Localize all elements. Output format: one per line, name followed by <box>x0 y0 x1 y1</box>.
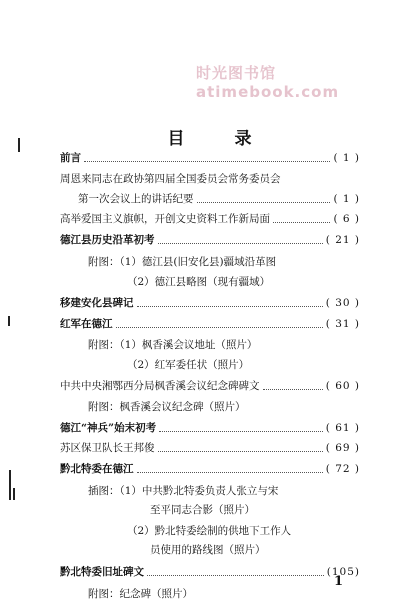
leader-dots <box>273 222 330 223</box>
toc-entry[interactable] <box>60 316 360 332</box>
toc-entry-title: 中共中央湘鄂西分局枫香溪会议纪念碑碑文 <box>60 380 260 392</box>
page-number: 1 <box>334 574 344 589</box>
toc-entry-page: ( 69 ) <box>325 442 360 454</box>
toc-entry-page: ( 1 ) <box>333 193 360 205</box>
toc-figure-line: 附图：（1）德江县(旧安化县)疆域沿革图 <box>88 256 277 268</box>
toc-entry[interactable] <box>60 295 360 311</box>
scan-mark <box>9 470 11 500</box>
leader-dots <box>137 306 323 307</box>
scan-mark <box>8 316 10 326</box>
toc-entry-title: 黔北特委在德江 <box>60 463 134 475</box>
scan-mark <box>13 488 15 500</box>
toc-figure-line: 至平同志合影（照片） <box>150 504 255 516</box>
toc-entry-page: ( 6 ) <box>333 213 360 225</box>
toc-entry-title: 第一次会议上的讲话纪要 <box>78 193 194 205</box>
toc-entry-page: ( 21 ) <box>325 234 360 246</box>
toc-entry[interactable] <box>60 211 360 227</box>
leader-dots <box>263 389 323 390</box>
toc-entry-page: ( 60 ) <box>325 380 360 392</box>
toc-entry-title: 高举爱国主义旗帜，开创文史资料工作新局面 <box>60 213 270 225</box>
toc-figure-line: 附图：（1）枫香溪会议地址（照片） <box>88 339 258 351</box>
toc-figure-line: （2）德江县略图（现有疆域） <box>127 276 271 288</box>
toc-entry-page: ( 72 ) <box>325 463 360 475</box>
toc-entry-title: 苏区保卫队长王邦俊 <box>60 442 155 454</box>
toc-entry[interactable] <box>60 232 360 248</box>
toc-figure-line: （2）黔北特委绘制的供地下工作人 <box>127 525 292 537</box>
toc-entry[interactable] <box>60 440 360 456</box>
toc-entry-page: (105) <box>326 566 360 578</box>
toc-entry[interactable] <box>78 191 360 207</box>
toc-entry[interactable] <box>60 461 360 477</box>
toc-entry[interactable] <box>60 564 360 580</box>
toc-entry-page: ( 61 ) <box>325 422 360 434</box>
toc-entry-page: ( 31 ) <box>325 318 360 330</box>
toc-entry-title: 前言 <box>60 152 81 164</box>
toc-entry-page: ( 30 ) <box>325 297 360 309</box>
leader-dots <box>137 472 323 473</box>
toc-entry-line[interactable]: 周恩来同志在政协第四届全国委员会常务委员会 <box>60 173 281 185</box>
toc-entry[interactable] <box>60 420 360 436</box>
toc-entry-title: 红军在德江 <box>60 318 113 330</box>
page-title: 目 录 <box>167 129 274 149</box>
leader-dots <box>197 202 331 203</box>
toc-entry-page: ( 1 ) <box>333 152 360 164</box>
leader-dots <box>116 327 323 328</box>
toc-figure-line: （2）红军委任状（照片） <box>127 359 250 371</box>
leader-dots <box>147 575 324 576</box>
toc-figure-line: 插图：（1）中共黔北特委负责人张立与宋 <box>88 485 279 497</box>
toc-entry-title: 黔北特委旧址碑文 <box>60 566 144 578</box>
toc-figure-line: 附图：纪念碑（照片） <box>88 588 193 600</box>
toc-entry-title: 德江“神兵”始末初考 <box>60 422 157 434</box>
leader-dots <box>159 431 323 432</box>
toc-entry-title: 德江县历史沿革初考 <box>60 234 155 246</box>
toc-figure-line: 员使用的路线图（照片） <box>150 544 266 556</box>
leader-dots <box>158 451 323 452</box>
watermark: 时光图书馆 atimebook.com <box>196 64 340 101</box>
toc-entry[interactable] <box>60 378 360 394</box>
leader-dots <box>84 161 330 162</box>
toc-entry[interactable] <box>60 150 360 166</box>
toc-figure-line: 附图：枫香溪会议纪念碑（照片） <box>88 401 246 413</box>
leader-dots <box>158 243 323 244</box>
toc-entry-title: 移建安化县碑记 <box>60 297 134 309</box>
